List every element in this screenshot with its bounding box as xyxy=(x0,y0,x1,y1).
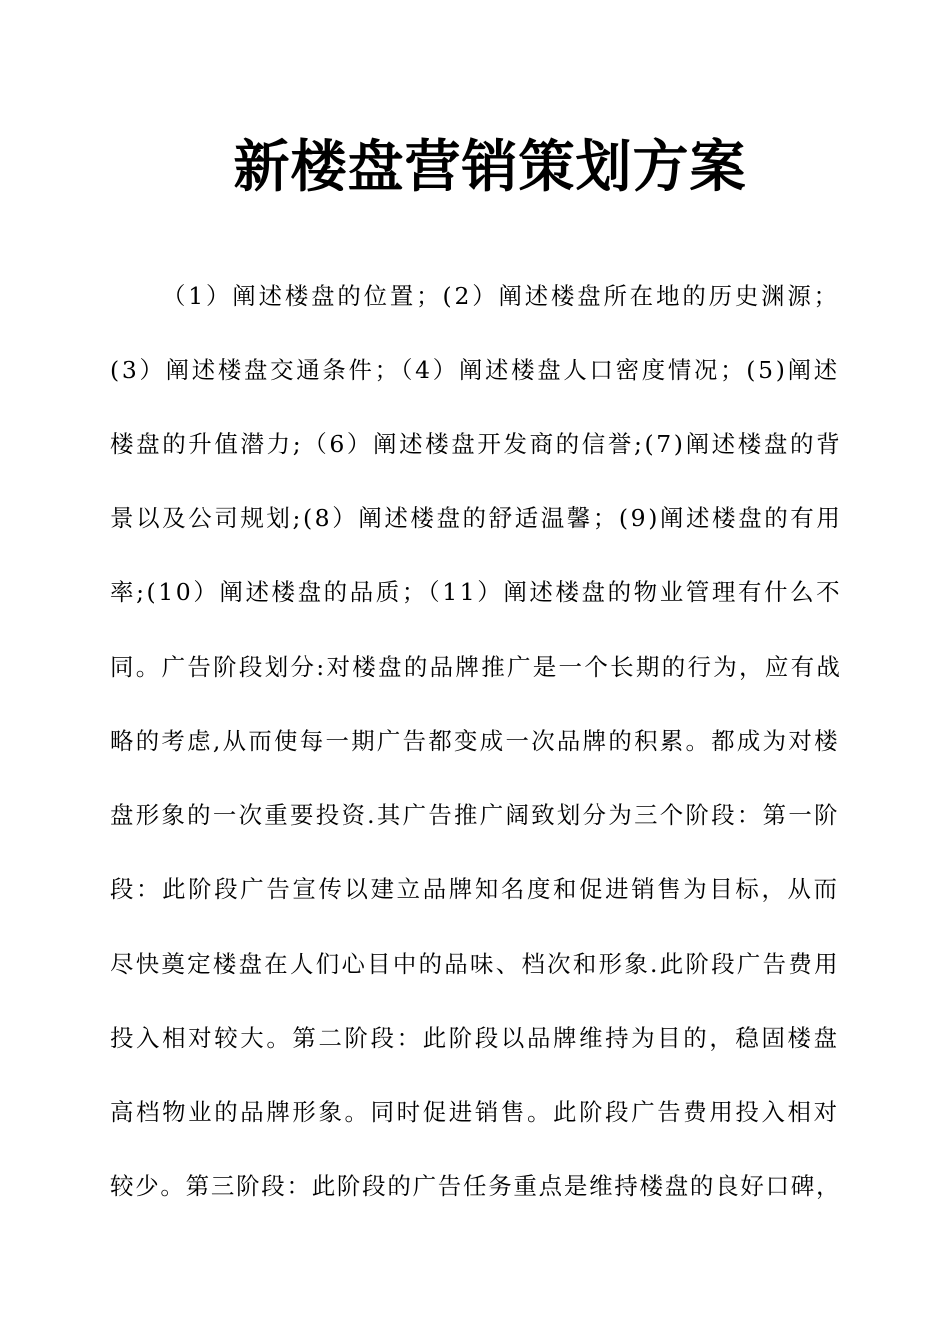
text-line: 楼盘的升值潜力;（6）阐述楼盘开发商的信誉;(7)阐述楼盘的背 xyxy=(110,430,843,458)
text-line: 率;(10）阐述楼盘的品质；（11）阐述楼盘的物业管理有什么不 xyxy=(110,578,843,606)
text-line: 尽快奠定楼盘在人们心目中的品味、档次和形象.此阶段广告费用 xyxy=(110,950,840,978)
text-line: (3）阐述楼盘交通条件；（4）阐述楼盘人口密度情况；(5)阐述 xyxy=(110,356,840,384)
text-line: （1）阐述楼盘的位置；(2）阐述楼盘所在地的历史渊源； xyxy=(162,282,840,310)
text-line: 同。广告阶段划分:对楼盘的品牌推广是一个长期的行为，应有战 xyxy=(110,653,843,681)
text-line: 景以及公司规划;(8）阐述楼盘的舒适温馨；(9)阐述楼盘的有用 xyxy=(110,504,843,532)
text-line: 投入相对较大。第二阶段：此阶段以品牌维持为目的，稳固楼盘 xyxy=(110,1024,840,1052)
text-line: 高档物业的品牌形象。同时促进销售。此阶段广告费用投入相对 xyxy=(110,1098,840,1126)
text-line: 略的考虑,从而使每一期广告都变成一次品牌的积累。都成为对楼 xyxy=(110,727,840,755)
document-title: 新楼盘营销策划方案 xyxy=(233,135,747,200)
text-line: 段：此阶段广告宣传以建立品牌知名度和促进销售为目标，从而 xyxy=(110,875,840,903)
text-line: 盘形象的一次重要投资.其广告推广阔致划分为三个阶段：第一阶 xyxy=(110,801,840,829)
text-line: 较少。第三阶段：此阶段的广告任务重点是维持楼盘的良好口碑， xyxy=(110,1172,842,1200)
